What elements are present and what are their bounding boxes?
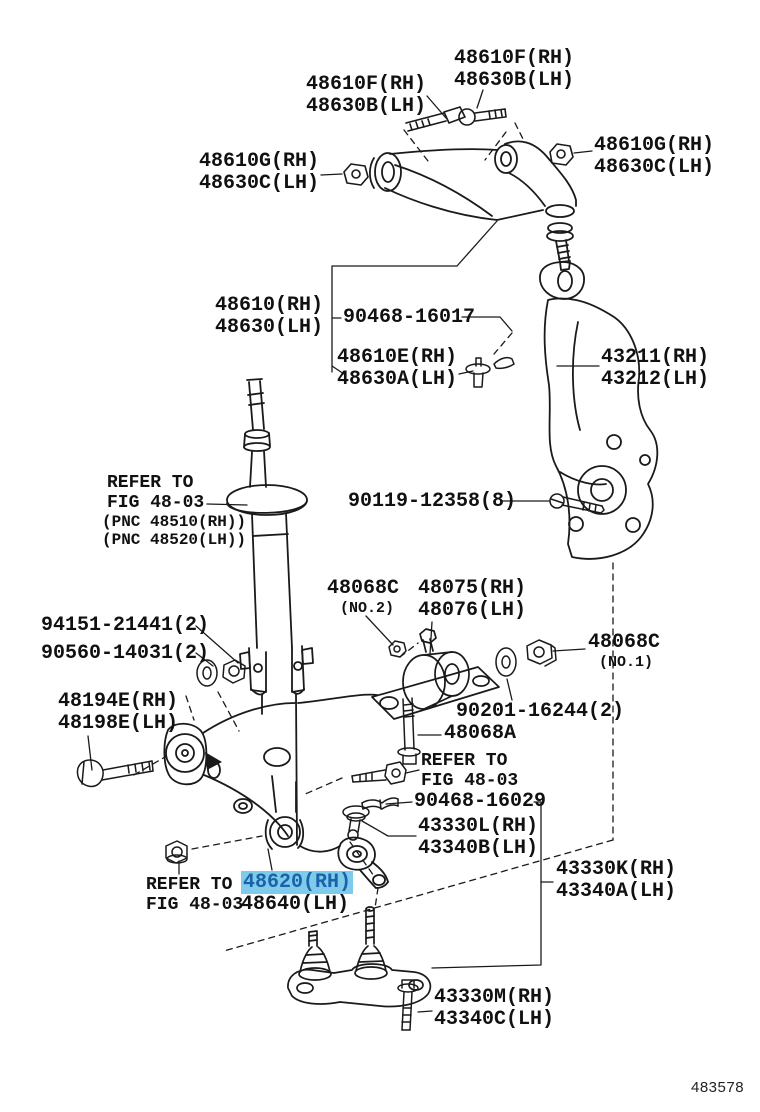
part-label-pnc-strut xyxy=(102,514,246,550)
label-line xyxy=(421,751,518,771)
label-line xyxy=(58,691,178,713)
part-number-text: 48068C xyxy=(588,631,661,654)
part-label-90468-16029[interactable] xyxy=(414,791,546,813)
part-number-text: 48640(LH) xyxy=(241,893,350,917)
part-label-48068A[interactable] xyxy=(444,723,516,745)
label-line xyxy=(348,491,516,513)
part-number-text: 48630A(LH) xyxy=(337,368,458,392)
label-line xyxy=(343,307,475,329)
label-line xyxy=(601,347,709,369)
label-line xyxy=(58,713,178,735)
part-number-text: 48630B(LH) xyxy=(454,69,575,93)
label-line xyxy=(146,875,243,895)
part-number-text: 48194E(RH) xyxy=(58,690,179,713)
part-number-text: (NO.2) xyxy=(340,600,395,617)
bolt-90119-12358 xyxy=(550,494,604,513)
label-line xyxy=(456,701,624,723)
part-label-refer-lowarm xyxy=(146,875,243,915)
part-number-text: 48610(RH) xyxy=(215,294,324,317)
bolt-refer-fig48-03 xyxy=(352,762,406,784)
label-line xyxy=(601,369,709,391)
label-line xyxy=(454,48,574,70)
part-number-text: 48068C xyxy=(327,577,400,600)
part-number-text: 43330L(RH) xyxy=(418,815,539,838)
label-line xyxy=(107,493,204,513)
part-number-text: 48075(RH) xyxy=(418,577,527,600)
part-number-highlighted: 48620(RH) xyxy=(243,871,352,894)
part-number-text: 43211(RH) xyxy=(601,346,710,369)
part-number-text: (PNC 48520(LH)) xyxy=(102,530,247,549)
part-label-90119-12358[interactable] xyxy=(348,491,516,513)
part-number-text: 90468-16029 xyxy=(414,790,547,813)
part-number-text: 48610F(RH) xyxy=(306,73,427,96)
part-label-48068C-no2[interactable] xyxy=(327,578,399,600)
part-number-text: REFER TO xyxy=(146,875,233,895)
label-line xyxy=(102,532,246,550)
label-line xyxy=(199,151,319,173)
label-line xyxy=(418,600,526,622)
part-label-48194E[interactable] xyxy=(58,691,178,736)
label-line xyxy=(434,987,554,1009)
lower-control-arm xyxy=(164,695,388,888)
part-number-text: 94151-21441(2) xyxy=(41,614,210,637)
label-line xyxy=(418,816,538,838)
part-number-text: 48076(LH) xyxy=(418,599,527,623)
label-line xyxy=(556,859,676,881)
part-label-48068C-no2-note xyxy=(340,601,394,618)
part-number-text: 48610G(RH) xyxy=(594,134,715,157)
label-line xyxy=(434,1009,554,1031)
part-label-43330M[interactable] xyxy=(434,987,554,1032)
label-line xyxy=(241,894,353,916)
part-number-text: 43212(LH) xyxy=(601,368,710,392)
label-line xyxy=(594,135,714,157)
clip-90468-16017 xyxy=(466,358,514,387)
label-line xyxy=(340,601,394,618)
part-label-48075[interactable] xyxy=(418,578,526,623)
label-line xyxy=(41,615,209,637)
part-number-text: 90119-12358(8) xyxy=(348,490,517,513)
label-line xyxy=(306,96,426,118)
label-line xyxy=(599,655,653,672)
part-number-text: 43340B(LH) xyxy=(418,837,539,861)
part-label-94151-21441[interactable] xyxy=(41,615,209,637)
part-label-refer-strut xyxy=(107,473,204,513)
label-line xyxy=(107,473,204,493)
part-number-text: 48630C(LH) xyxy=(594,156,715,180)
part-number-text: 48610F(RH) xyxy=(454,47,575,70)
part-number-text: 48630(LH) xyxy=(215,316,324,340)
part-number-text: 43340C(LH) xyxy=(434,1008,555,1032)
part-label-90468-16017[interactable] xyxy=(343,307,475,329)
part-number-text: FIG 48-03 xyxy=(421,771,519,792)
part-number-text: REFER TO xyxy=(107,473,194,493)
part-number-text: 90201-16244(2) xyxy=(456,700,625,723)
label-line xyxy=(337,369,457,391)
part-label-48610F-right[interactable] xyxy=(454,48,574,93)
label-line xyxy=(418,578,526,600)
label-line xyxy=(421,771,518,791)
label-line xyxy=(215,295,323,317)
part-label-48610[interactable] xyxy=(215,295,323,340)
part-label-48068C-no1[interactable] xyxy=(588,632,660,654)
part-label-43211[interactable] xyxy=(601,347,709,392)
part-label-48620[interactable] xyxy=(241,872,353,917)
label-line xyxy=(594,157,714,179)
part-label-90201-16244[interactable] xyxy=(456,701,624,723)
part-number-text: 48198E(LH) xyxy=(58,712,179,736)
part-number-text: (PNC 48510(RH)) xyxy=(102,513,247,531)
label-line xyxy=(418,838,538,860)
part-number-text: REFER TO xyxy=(421,751,508,771)
label-line xyxy=(337,347,457,369)
part-number-text: 48630C(LH) xyxy=(199,172,320,196)
part-number-text: 48610E(RH) xyxy=(337,346,458,369)
part-number-text: 43340A(LH) xyxy=(556,880,677,904)
part-label-48610F-left[interactable] xyxy=(306,74,426,119)
part-label-43330L[interactable] xyxy=(418,816,538,861)
part-label-48068C-no1-note xyxy=(599,655,653,672)
label-line xyxy=(41,643,209,665)
label-line xyxy=(199,173,319,195)
part-number-text: 48610G(RH) xyxy=(199,150,320,173)
label-line xyxy=(588,632,660,654)
upper-control-arm xyxy=(370,141,576,270)
part-number-text: 90468-16017 xyxy=(343,306,476,329)
figure-number: 483578 xyxy=(691,1079,745,1096)
steering-knuckle xyxy=(540,262,657,559)
label-line xyxy=(454,70,574,92)
part-label-48610E[interactable] xyxy=(337,347,457,392)
label-line xyxy=(241,872,353,894)
part-number-text: (NO.1) xyxy=(599,654,654,671)
part-label-48610G-left[interactable] xyxy=(199,151,319,196)
strut-shock-absorber xyxy=(227,379,313,845)
label-line xyxy=(556,881,676,903)
label-line xyxy=(306,74,426,96)
part-label-48610G-right[interactable] xyxy=(594,135,714,180)
part-number-text: 48630B(LH) xyxy=(306,95,427,119)
label-line xyxy=(146,895,243,915)
label-line xyxy=(444,723,516,745)
part-label-refer-arm-bolt xyxy=(421,751,518,791)
label-line xyxy=(327,578,399,600)
label-line xyxy=(414,791,546,813)
part-number-text: 90560-14031(2) xyxy=(41,642,210,665)
part-number-text: 43330M(RH) xyxy=(434,986,555,1009)
part-label-90560-14031[interactable] xyxy=(41,643,209,665)
bolt-48194e xyxy=(77,760,153,786)
part-number-text: FIG 48-03 xyxy=(107,493,205,514)
part-number-text: 43330K(RH) xyxy=(556,858,677,881)
part-label-43330K[interactable] xyxy=(556,859,676,904)
label-line xyxy=(215,317,323,339)
label-line xyxy=(102,514,246,532)
part-number-text: 48068A xyxy=(444,722,517,745)
part-number-text: FIG 48-03 xyxy=(146,895,244,916)
